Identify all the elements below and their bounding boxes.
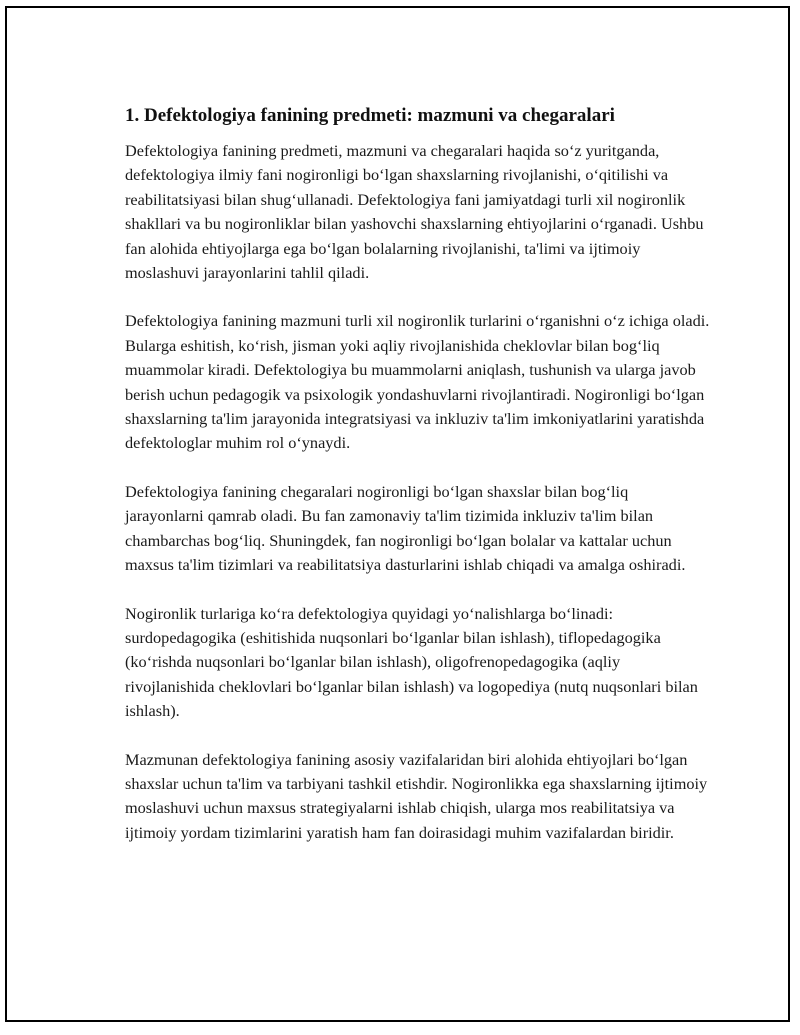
section-heading: 1. Defektologiya fanining predmeti: mazmuni va chegaralari [125,105,615,126]
document-body [125,103,710,869]
paragraph-1: Defektologiya fanining predmeti, mazmuni va chegaralari haqida so‘z yuritganda, defektologiya ilmiy fani nogironligi bo‘lgan shaxslarning rivojlanishi, o‘qitilishi va reabilitatsiyasi bilan shug‘ullanadi. Defektologiya fani jamiyatdagi turli xil nogironlik shakllari va bu nogironliklar bilan yashovchi shaxslarning ehtiyojlarini o‘rganadi. Ushbu fan alohida ehtiyojlarga ega bo‘lgan bolalarning rivojlanishi, ta'limi va ijtimoiy moslashuvi jarayonlarini tahlil qiladi. [125,141,704,283]
paragraph-4: Nogironlik turlariga ko‘ra defektologiya quyidagi yo‘nalishlarga bo‘linadi: surdopedagogika (eshitishida nuqsonlari bo‘lganlar bilan ishlash), tiflopedagogika (ko‘rishda nuqsonlari bo‘lganlar bilan ishlash), oligofrenopedagogika (aqliy rivojlanishida cheklovlari bo‘lganlar bilan ishlash) va logopediya (nutq nuqsonlari bilan ishlash). [125,603,698,721]
page-frame [5,6,790,1022]
paragraph-2: Defektologiya fanining mazmuni turli xil nogironlik turlarini o‘rganishni o‘z ichiga oladi. Bularga eshitish, ko‘rish, jisman yoki aqliy rivojlanishida cheklovlar bilan bog‘liq muammolar kiradi. Defektologiya bu muammolarni aniqlash, tushunish va ularga javob berish uchun pedagogik va psixologik yondashuvlarni rivojlantiradi. Nogironligi bo‘lgan shaxslarning ta'lim jarayonida integratsiyasi va inkluziv ta'lim imkoniyatlarini yaratishda defektologlar muhim rol o‘ynaydi. [125,311,710,453]
paragraph-3: Defektologiya fanining chegaralari nogironligi bo‘lgan shaxslar bilan bog‘liq jarayonlarni qamrab oladi. Bu fan zamonaviy ta'lim tizimida inkluziv ta'lim bilan chambarchas bog‘liq. Shuningdek, fan nogironligi bo‘lgan bolalar va kattalar uchun maxsus ta'lim tizimlari va reabilitatsiya dasturlarini ishlab chiqadi va amalga oshiradi. [125,481,686,575]
paragraph-5: Mazmunan defektologiya fanining asosiy vazifalaridan biri alohida ehtiyojlari bo‘lgan shaxslar uchun ta'lim va tarbiyani tashkil etishdir. Nogironlikka ega shaxslarning ijtimoiy moslashuvi uchun maxsus strategiyalarni ishlab chiqish, ularga mos reabilitatsiya va ijtimoiy yordam tizimlarini yaratish ham fan doirasidagi muhim vazifalardan biridir. [125,749,708,842]
